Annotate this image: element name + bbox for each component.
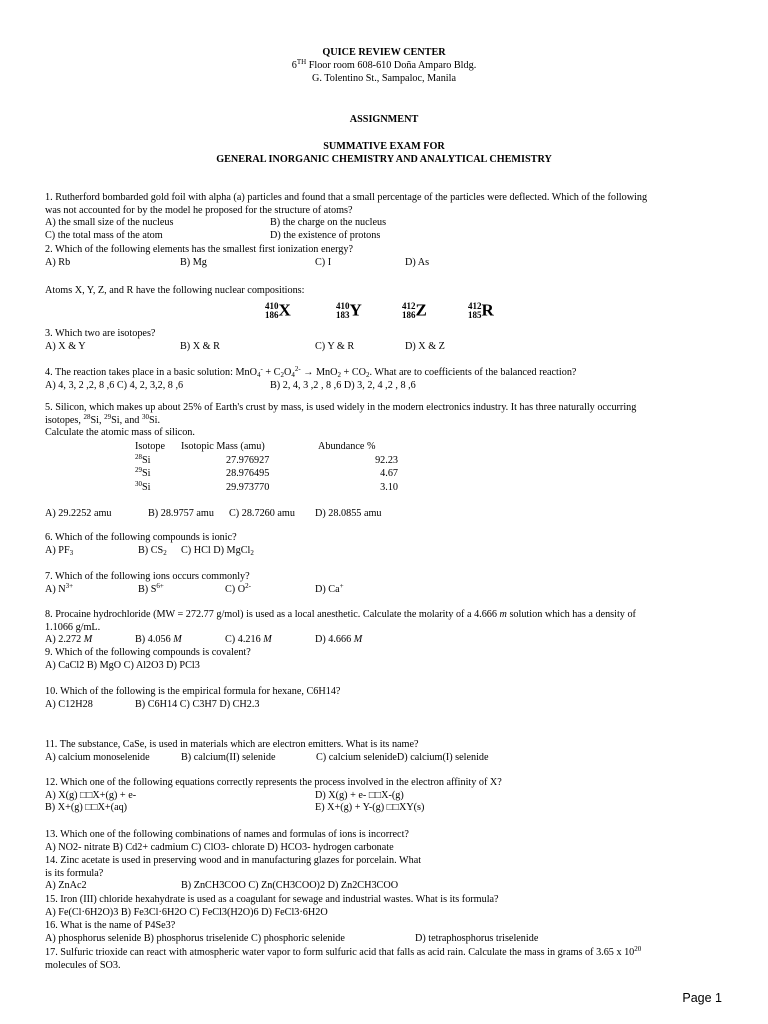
nuclide-z: 412 186Z (402, 300, 427, 320)
table-row: $^{29}$Si 28.976495 4.67 (135, 466, 398, 479)
nuclide-r: 412 185R (468, 300, 494, 320)
nuclide-x: 410 186X (265, 300, 291, 320)
nuclide-y: 410 183Y (336, 300, 362, 320)
table-row: $^{30}$Si 29.973770 3.10 (135, 479, 398, 493)
question-8: 8. Procaine hydrochloride (MW = 272.77 g/mol) is used as a local anesthetic. Calculate the molarity of a 4.666 m solution which has a density of 1.1066 g/mL. A) 2.272 M B) 4.056 M C) 4.216 M D) 4.666 M (45, 609, 636, 646)
exam-title-line-2: GENERAL INORGANIC CHEMISTRY AND ANALYTICAL CHEMISTRY (216, 154, 552, 165)
question-13: 13. Which one of the following combinations of names and formulas of ions is incorrect? A) NO2- nitrate B) Cd2+ cadmium C) ClO3- chlorate D) HCO3- hydrogen carbonate (45, 829, 409, 853)
exam-title-line-1: SUMMATIVE EXAM FOR (323, 141, 445, 152)
question-5-options: A) 29.2252 amu B) 28.9757 amu C) 28.7260 amu D) 28.0855 amu (45, 508, 382, 519)
question-10: 10. Which of the following is the empirical formula for hexane, C6H14? A) C12H28 B) C6H14 C) C3H7 D) CH2.3 (45, 686, 341, 710)
question-3: 3. Which two are isotopes? A) X & Y B) X & R C) Y & R D) X & Z (45, 328, 445, 352)
question-15: 15. Iron (III) chloride hexahydrate is used as a coagulant for sewage and industrial wastes. What is its formula? A) Fe(Cl·6H2O)3 B) Fe3Cl·6H2O C) FeCl3(H2O)6 D) FeCl3·6H2O (45, 894, 499, 918)
isotope-table (135, 441, 398, 495)
question-9: 9. Which of the following compounds is covalent? A) CaCl2 B) MgO C) Al2O3 D) PCl3 (45, 647, 251, 671)
table-row: $^{28}$Si 27.976927 92.23 (135, 452, 398, 466)
question-7: 7. Which of the following ions occurs commonly? A) $N^{3+}$ B) $S^{6+}$ C) $O^{2-}$ D) Ca+ (45, 571, 344, 595)
address-line-1: 6TH Floor room 608-610 Doña Amparo Bldg. (291, 58, 477, 71)
atoms-intro: Atoms X, Y, Z, and R have the following nuclear compositions: (45, 285, 305, 296)
question-12: 12. Which one of the following equations correctly represents the process involved in the electron affinity of X? A) X(g) □□X+(g) + e- D) X(g) + e- □□X-(g) B) X+(g) □□X+(aq) E) X+(g) + Y-(g) □□XY(s) (45, 777, 502, 814)
question-14: 14. Zinc acetate is used in preserving wood and in manufacturing glazes for porcelain. What is its formula? A) ZnAc2 B) ZnCH3COO C) Zn(CH3COO)2 D) Zn2CH3COO (45, 855, 422, 892)
question-4: 4. The reaction takes place in a basic solution: $MnO_4^- + C_2O_4^{2-} \to MnO_2 + CO_2$. What are to coefficients of the balanced reaction? A) 4, 3, 2 ,2, 8 ,6 C) 4, 2, 3,2, 8 ,6 B) 2, 4, 3 ,2 , 8 ,6 D) 3, 2, 4 ,2 , 8 ,6 (45, 365, 577, 391)
address-line-2: G. Tolentino St., Sampaloc, Manila (312, 73, 456, 84)
question-1: 1. Rutherford bombarded gold foil with alpha (a) particles and found that a small percentage of the particles were deflected. Which of the following was not accounted for by the model he proposed for the structure of atoms? A) the small size of the nucleus B) the charge on the nucleus C) the total mass of the atom D) the existence of protons (45, 192, 648, 241)
question-5: 5. Silicon, which makes up about 25% of Earth's crust by mass, is used widely in the modern electronics industry. It has three naturally occurring isotopes, $^{28}$Si, $^{29}$Si, and $^{30}$Si. Calculate the atomic mass of silicon. (45, 402, 637, 439)
document-header (0, 46, 768, 85)
question-11: 11. The substance, CaSe, is used in materials which are electron emitters. What is its name? A) calcium monoselenide B) calcium(II) selenide C) calcium selenideD) calcium(I) selenide (45, 739, 489, 763)
question-2: 2. Which of the following elements has the smallest first ionization energy? A) Rb B) Mg C) I D) As (45, 244, 430, 268)
assignment-heading: ASSIGNMENT (349, 114, 419, 125)
table-header-row: Isotope Isotopic Mass (amu) Abundance % (135, 441, 376, 452)
center-name: QUICE REVIEW CENTER (322, 47, 446, 58)
question-6: 6. Which of the following compounds is ionic? A) $PF_3$ B) $CS_2$ C) HCl D) MgCl$_2$ (45, 532, 254, 557)
question-17: 17. Sulfuric trioxide can react with atmospheric water vapor to form sulfuric acid that falls as acid rain. Calculate the mass in grams of 3.65 x $10^{20}$ molecules of SO3. (45, 945, 642, 971)
question-16: 16. What is the name of P4Se3? A) phosphorus selenide B) phosphorus triselenide C) phosphoric selenide D) tetraphosphorus triselenide (45, 920, 539, 944)
page-number: Page 1 (682, 991, 722, 1005)
